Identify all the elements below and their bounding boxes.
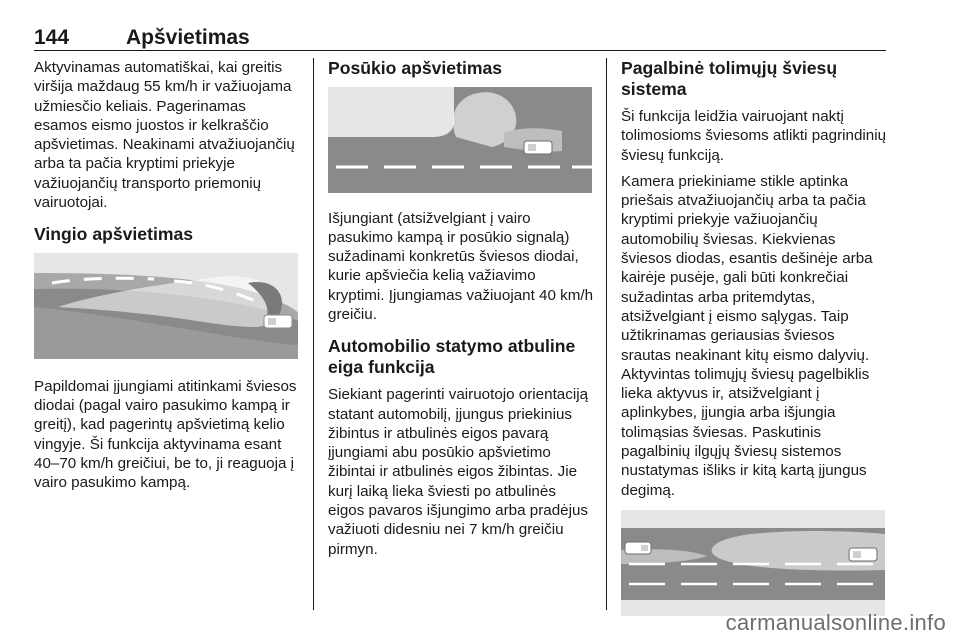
column-1 (34, 58, 300, 500)
parking-function-body: Siekiant pagerinti vairuotojo orientaciją statant automobilį, įjungus priekinius žibintus ir atbulinės eigos pavarą įjungiami abu posūkio apšvietimo žibintai ir atbulinės eigos žibintas. Jie kurį laiką lieka šviesti po atbulinės eigos pavaros išjungimo arba pradėjus važiuoti didesniu nei 7 km/h greičiu pirmyn. (328, 386, 589, 558)
intro-paragraph: Aktyvinamas automatiškai, kai greitis viršija maždaug 55 km/h ir važiuojama užmiesčio keliais. Pagerinamas esamos eismo juostos ir kelkraščio apšvietimas. Neakinami atvažiuojančių arba ta pačia kryptimi priekyje važiuojančių transporto priemonių vairuotojai. (34, 59, 295, 212)
cornering-lighting-illustration (328, 87, 592, 193)
curve-lighting-illustration (34, 253, 298, 359)
section-heading-parking-function: Automobilio statymo atbuline eiga funkcija (328, 336, 576, 377)
cornering-lighting-body: Išjungiant (atsižvelgiant į vairo pasukimo kampą ir posūkio signalą) sužadinami konkretūs šviesos diodai, kurie apšviečia kelią važiavimo kryptimi. Įjungiamas važiuojant 40 km/h greičiu. (328, 209, 594, 323)
high-beam-assist-paragraph-1: Ši funkcija leidžia vairuojant naktį tolimosioms šviesoms atlikti pagrindinių šviesų funkciją. (621, 108, 887, 164)
section-heading-high-beam-assist: Pagalbinė tolimųjų šviesų sistema (621, 58, 838, 99)
column-divider (313, 58, 314, 610)
watermark: carmanualsonline.info (725, 610, 946, 635)
column-3 (621, 58, 887, 616)
high-beam-assist-paragraph-2: Kamera priekiniame stikle aptinka priešais atvažiuojančių arba ta pačia kryptimi priekyje važiuojančių automobilių šviesas. Kiekvienas šviesos diodas, esantis dešinėje arba kairėje pusėje, gali būti konkrečiai sužadintas arba pritemdytas, atsižvelgiant į eismo sąlygas. Taip užtikrinamas geriausias šviesos srautas neakinant kitų eismo dalyvių. Aktyvintas tolimųjų šviesų pagelbiklis lieka aktyvus ir, atsižvelgiant į aplinkybes, įjungia arba išjungia tolimąsias šviesas. Paskutinis pagalbinių ilgųjų šviesų sistemos nustatymas išliks ir kitą kartą įjungus degimą. (621, 172, 873, 499)
column-divider (606, 58, 607, 610)
section-heading-curve-lighting: Vingio apšvietimas (34, 224, 194, 245)
section-heading-cornering-lighting: Posūkio apšvietimas (328, 58, 503, 78)
curve-lighting-body: Papildomai įjungiami atitinkami šviesos diodai (pagal vairo pasukimo kampą ir greitį), kad pagerintų apšvietimą kelio vingyje. Ši funkcija aktyvinama esant 40–70 km/h greičiui, be to, ji reaguoja į vairo pasukimo kampą. (34, 377, 297, 492)
page-number: 144 (34, 26, 70, 49)
page-header (34, 16, 886, 51)
page-title: Apšvietimas (126, 26, 250, 49)
column-2 (328, 58, 594, 566)
high-beam-assist-illustration (621, 510, 885, 616)
